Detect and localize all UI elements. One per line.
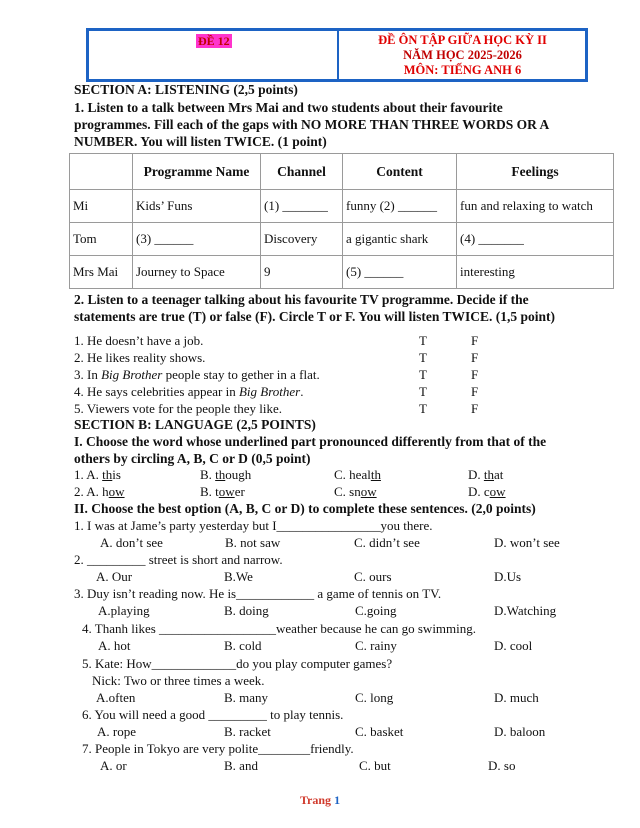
- pron-option: C. snow: [334, 484, 377, 499]
- task2-instruction-1: 2. Listen to a teenager talking about his favourite TV programme. Decide if the: [74, 292, 529, 307]
- underlined-sound: th: [483, 467, 495, 482]
- table-header-cell: Content: [343, 154, 457, 190]
- answer-option: C. rainy: [355, 638, 397, 653]
- question-stem: 2. _________ street is short and narrow.: [74, 552, 283, 567]
- task1-instruction-2: programmes. Fill each of the gaps with NO MORE THAN THREE WORDS OR A: [74, 117, 550, 132]
- false-option: F: [471, 384, 479, 399]
- false-option: F: [471, 401, 479, 416]
- table-header-cell: Feelings: [457, 154, 614, 190]
- answer-option: B. racket: [224, 724, 271, 739]
- table-cell: Discovery: [261, 223, 343, 256]
- answer-option: B. not saw: [225, 535, 281, 550]
- underlined-sound: ow: [489, 484, 506, 499]
- question-dialogue: Nick: Two or three times a week.: [92, 673, 265, 688]
- table-row: [70, 256, 614, 289]
- page-number: 1: [334, 793, 341, 807]
- answer-option: B. and: [224, 758, 258, 773]
- tf-statement: 2. He likes reality shows.: [74, 350, 206, 365]
- underlined-sound: th: [370, 467, 381, 482]
- table-cell: (3) ______: [133, 223, 261, 256]
- table-cell: funny (2) ______: [343, 190, 457, 223]
- answer-option: A. don’t see: [100, 535, 163, 550]
- answer-option: C. didn’t see: [354, 535, 420, 550]
- task1-instruction-3: NUMBER. You will listen TWICE. (1 point): [74, 134, 327, 149]
- answer-option: D.Watching: [494, 603, 557, 618]
- table-header-cell: Channel: [261, 154, 343, 190]
- question-stem: 3. Duy isn’t reading now. He is____________ a game of tennis on TV.: [74, 586, 442, 601]
- section-a-title: SECTION A: LISTENING (2,5 points): [74, 82, 298, 97]
- answer-option: D. so: [488, 758, 516, 773]
- table-cell: (1) _______: [261, 190, 343, 223]
- table-cell: interesting: [457, 256, 614, 289]
- exam-title: ĐỀ ÔN TẬP GIỮA HỌC KỲ II: [378, 33, 547, 47]
- answer-option: D.Us: [494, 569, 522, 584]
- question-stem: 1. I was at Jame’s party yesterday but I________________you there.: [74, 518, 433, 533]
- true-option: T: [419, 401, 427, 416]
- pron-option: B. tower: [200, 484, 245, 499]
- header-box: [86, 28, 588, 82]
- school-year: NĂM HỌC 2025-2026: [403, 48, 522, 62]
- answer-option: B.We: [224, 569, 253, 584]
- answer-option: C. ours: [354, 569, 392, 584]
- part-i-instruction-1: I. Choose the word whose underlined part pronounced differently from that of the: [74, 434, 547, 449]
- true-option: T: [419, 333, 427, 348]
- part-ii-instruction: II. Choose the best option (A, B, C or D) to complete these sentences. (2,0 points): [74, 501, 536, 516]
- underlined-sound: ow: [218, 484, 235, 499]
- question-stem: 6. You will need a good _________ to play tennis.: [82, 707, 344, 722]
- task2-instruction-2: statements are true (T) or false (F). Circle T or F. You will listen TWICE. (1,5 point): [74, 309, 555, 324]
- answer-option: A. Our: [96, 569, 133, 584]
- answer-option: B. cold: [224, 638, 262, 653]
- answer-option: B. many: [224, 690, 269, 705]
- tf-statement: 4. He says celebrities appear in Big Brother.: [74, 384, 304, 399]
- pron-option: D. that: [468, 467, 504, 482]
- answer-option: B. doing: [224, 603, 269, 618]
- underlined-sound: th: [215, 467, 226, 482]
- section-b-title: SECTION B: LANGUAGE (2,5 POINTS): [74, 417, 316, 432]
- answer-option: A.playing: [98, 603, 150, 618]
- table-cell: Mi: [70, 190, 133, 223]
- answer-option: A.often: [96, 690, 136, 705]
- table-cell: Journey to Space: [133, 256, 261, 289]
- answer-option: D. cool: [494, 638, 533, 653]
- table-cell: 9: [261, 256, 343, 289]
- answer-option: C. but: [359, 758, 391, 773]
- page-label: Trang: [299, 793, 332, 807]
- table-header-cell: Programme Name: [133, 154, 261, 190]
- table-cell: (5) ______: [343, 256, 457, 289]
- title-italic: Big Brother: [101, 367, 163, 382]
- exam-code: ĐỀ 12: [198, 34, 230, 48]
- pron-option: D. cow: [468, 484, 506, 499]
- true-option: T: [419, 350, 427, 365]
- answer-option: D. won’t see: [494, 535, 560, 550]
- pron-option: 2. A. how: [74, 484, 125, 499]
- tf-statement: 1. He doesn’t have a job.: [74, 333, 204, 348]
- header-title-block: [340, 33, 585, 78]
- subject: MÔN: TIẾNG ANH 6: [403, 63, 522, 77]
- answer-option: D. much: [494, 690, 539, 705]
- true-option: T: [419, 367, 427, 382]
- table-cell: Tom: [70, 223, 133, 256]
- table-row: [70, 190, 614, 223]
- header-divider: [337, 31, 339, 79]
- false-option: F: [471, 350, 479, 365]
- tf-statement: 5. Viewers vote for the people they like.: [74, 401, 282, 416]
- underlined-sound: ow: [360, 484, 377, 499]
- answer-option: A. or: [100, 758, 127, 773]
- table-cell: (4) _______: [457, 223, 614, 256]
- answer-option: C. long: [355, 690, 394, 705]
- answer-option: A. hot: [98, 638, 131, 653]
- question-stem: 4. Thanh likes __________________weather because he can go swimming.: [82, 621, 477, 636]
- answer-option: D. baloon: [494, 724, 546, 739]
- pron-option: C. health: [334, 467, 381, 482]
- title-italic: Big Brother: [238, 384, 301, 399]
- table-header-empty: [70, 154, 133, 190]
- table-cell: Kids’ Funs: [133, 190, 261, 223]
- false-option: F: [471, 333, 479, 348]
- part-i-instruction-2: others by circling A, B, C or D (0,5 point): [74, 451, 311, 466]
- question-stem: 7. People in Tokyo are very polite________friendly.: [82, 741, 354, 756]
- table-cell: fun and relaxing to watch: [457, 190, 614, 223]
- table-header-row: [70, 154, 614, 190]
- question-stem: 5. Kate: How_____________do you play computer games?: [82, 656, 393, 671]
- table-row: [70, 223, 614, 256]
- pron-option: B. though: [200, 467, 252, 482]
- false-option: F: [471, 367, 479, 382]
- table-cell: Mrs Mai: [70, 256, 133, 289]
- underlined-sound: ow: [108, 484, 125, 499]
- task1-instruction-1: 1. Listen to a talk between Mrs Mai and two students about their favourite: [74, 100, 503, 115]
- pron-option: 1. A. this: [74, 467, 121, 482]
- programme-table: [69, 153, 614, 289]
- answer-option: C. basket: [355, 724, 404, 739]
- true-option: T: [419, 384, 427, 399]
- underlined-sound: th: [102, 467, 113, 482]
- answer-option: A. rope: [97, 724, 136, 739]
- page-footer: [0, 793, 640, 808]
- table-cell: a gigantic shark: [343, 223, 457, 256]
- tf-statement: 3. In Big Brother people stay to gether in a flat.: [74, 367, 320, 382]
- answer-option: C.going: [355, 603, 397, 618]
